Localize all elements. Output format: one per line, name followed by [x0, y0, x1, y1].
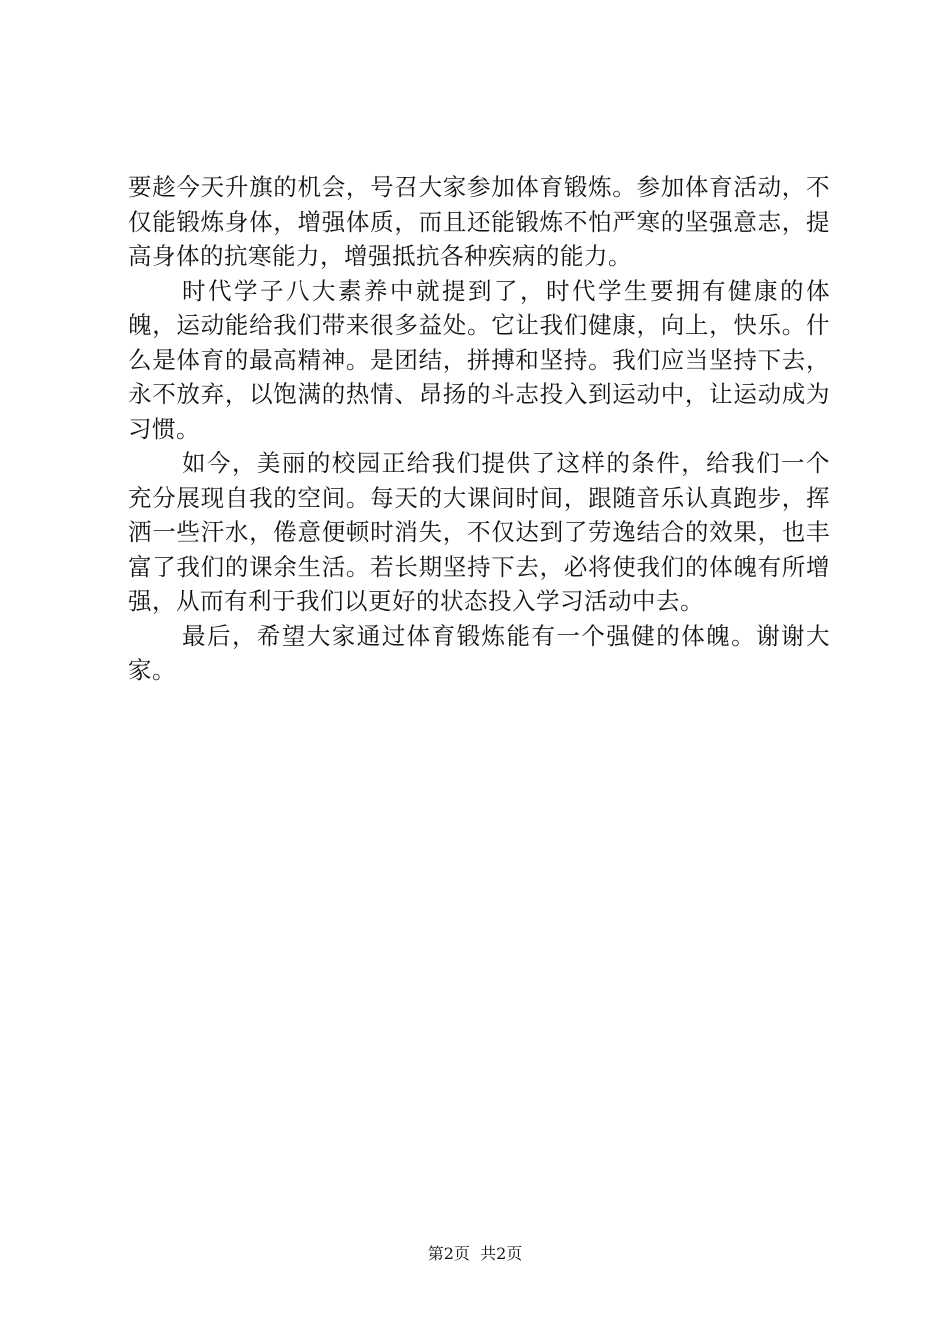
paragraph-campus-exercise: 如今，美丽的校园正给我们提供了这样的条件，给我们一个充分展现自我的空间。每天的大课间时间，跟随音乐认真跑步，挥洒一些汗水，倦意便顿时消失，不仅达到了劳逸结合的效果，也丰富了我们的课余生活。若长期坚持下去，必将使我们的体魄有所增强，从而有利于我们以更好的状态投入学习活动中去。	[128, 449, 830, 615]
page-number: 第2页 共2页	[427, 1244, 523, 1263]
paragraph-eight-literacies: 时代学子八大素养中就提到了，时代学生要拥有健康的体魄，运动能给我们带来很多益处。它让我们健康，向上，快乐。什么是体育的最高精神。是团结，拼搏和坚持。我们应当坚持下去，永不放弃，以饱满的热情、昂扬的斗志投入到运动中，让运动成为习惯。	[128, 276, 830, 443]
page-footer	[0, 1244, 950, 1264]
paragraph-continuation: 要趁今天升旗的机会，号召大家参加体育锻炼。参加体育活动，不仅能锻炼身体，增强体质，而且还能锻炼不怕严寒的坚强意志，提高身体的抗寒能力，增强抵抗各种疾病的能力。	[128, 173, 830, 270]
paragraph-closing: 最后，希望大家通过体育锻炼能有一个强健的体魄。谢谢大家。	[128, 621, 830, 684]
document-body	[128, 170, 830, 688]
